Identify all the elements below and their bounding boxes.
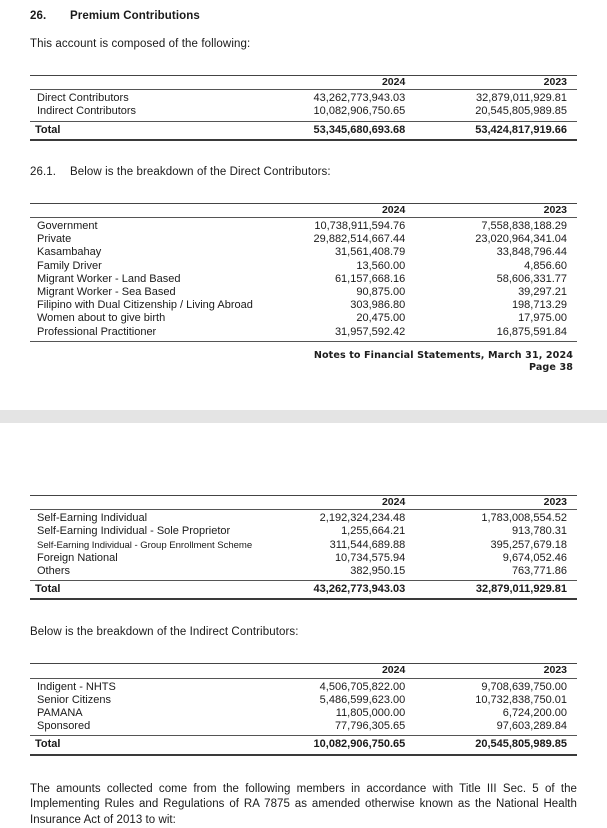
row-label: PAMANA [37, 707, 83, 720]
closing-paragraph: The amounts collected come from the following members in accordance with Title III Sec. 5 of the Implementing Rules and Regulations of RA 7875 as amended otherwise known as the National Health Insurance Act of 2013 to wit: [30, 782, 577, 826]
total-label: Total [35, 583, 61, 596]
total-value-2023: 20,545,805,989.85 [475, 738, 567, 751]
table-row [30, 510, 577, 526]
row-value-2024: 4,506,705,822.00 [319, 680, 406, 693]
table-row [30, 707, 577, 720]
row-label: Self-Earning Individual - Sole Proprietor [37, 525, 231, 538]
table-header-row [30, 76, 577, 90]
sub-heading [30, 166, 577, 178]
row-value-2023: 97,603,289.84 [496, 720, 567, 733]
total-value-2024: 43,262,773,943.03 [313, 583, 406, 596]
row-value-2024: 31,561,408.79 [334, 246, 406, 259]
row-value-2023: 9,674,052.46 [502, 551, 567, 564]
header-blank [30, 496, 282, 510]
header-2024: 2024 [381, 664, 406, 677]
page-footer [30, 350, 577, 374]
row-value-2024: 61,157,668.16 [334, 272, 406, 285]
total-label: Total [35, 738, 61, 751]
row-value-2023: 23,020,964,341.04 [475, 233, 567, 246]
row-value-2024: 11,805,000.00 [335, 707, 406, 720]
row-label: Others [37, 565, 71, 578]
footer-page-number: Page 38 [528, 361, 573, 373]
total-value-2024: 53,345,680,693.68 [313, 123, 406, 136]
row-value-2024: 303,986.80 [350, 299, 406, 312]
row-label: Filipino with Dual Citizenship / Living Abroad [37, 299, 253, 312]
header-2024: 2024 [381, 496, 406, 508]
row-label: Self-Earning Individual - Group Enrollment Scheme [37, 539, 253, 551]
table-row [30, 299, 577, 312]
table-row [30, 286, 577, 299]
table-row [30, 678, 577, 694]
row-label: Migrant Worker - Sea Based [37, 286, 176, 299]
table-total-row [30, 581, 577, 600]
row-value-2024: 10,082,906,750.65 [313, 105, 406, 118]
header-blank [30, 664, 282, 678]
row-value-2023: 10,732,838,750.01 [475, 693, 567, 706]
table-row [30, 525, 577, 538]
row-value-2024: 2,192,324,234.48 [319, 512, 406, 525]
row-value-2024: 1,255,664.21 [341, 525, 406, 538]
row-label: Direct Contributors [37, 92, 129, 105]
table-row [30, 694, 577, 707]
row-value-2023: 39,297.21 [518, 286, 567, 299]
intro-text: This account is composed of the following: [30, 38, 251, 50]
total-label: Total [35, 123, 61, 136]
row-label: Migrant Worker - Land Based [37, 272, 181, 285]
row-value-2024: 90,875.00 [356, 286, 406, 299]
row-value-2023: 17,975.00 [518, 312, 567, 325]
row-label: Family Driver [37, 259, 102, 272]
table-row [30, 218, 577, 234]
header-blank [30, 76, 282, 90]
row-value-2023: 1,783,008,554.52 [481, 512, 567, 525]
row-value-2023: 395,257,679.18 [490, 538, 567, 551]
row-label: Senior Citizens [37, 693, 111, 706]
table-row [30, 273, 577, 286]
document-page-one [0, 0, 607, 410]
header-2023: 2023 [543, 496, 567, 508]
row-label: Sponsored [37, 720, 91, 733]
row-value-2024: 31,957,592.42 [334, 325, 406, 338]
header-2024: 2024 [381, 203, 406, 216]
row-value-2023: 4,856.60 [524, 259, 567, 272]
note-title: Premium Contributions [70, 10, 200, 22]
direct-contributors-table [30, 203, 577, 342]
table-row [30, 539, 577, 552]
header-2023: 2023 [543, 664, 567, 677]
total-value-2024: 10,082,906,750.65 [313, 738, 406, 751]
row-value-2023: 198,713.29 [511, 299, 567, 312]
table-row [30, 90, 577, 106]
table-row [30, 260, 577, 273]
row-value-2024: 10,738,911,594.76 [314, 220, 406, 233]
header-2024: 2024 [381, 76, 406, 88]
page-separator [0, 410, 607, 423]
row-label: Kasambahay [37, 246, 102, 259]
row-value-2023: 32,879,011,929.81 [476, 92, 567, 105]
row-value-2023: 763,771.86 [511, 565, 567, 578]
table-row [30, 565, 577, 581]
row-value-2024: 10,734,575.94 [334, 551, 406, 564]
table-row [30, 246, 577, 259]
table-header-row [30, 664, 577, 678]
header-2023: 2023 [543, 76, 567, 88]
direct-contributors-continued-table [30, 495, 577, 600]
row-value-2024: 43,262,773,943.03 [313, 92, 406, 105]
table-row [30, 720, 577, 736]
row-value-2023: 6,724,200.00 [502, 707, 567, 720]
table-header-row [30, 203, 577, 217]
sub-number: 26.1. [30, 165, 57, 178]
row-value-2024: 77,796,305.65 [334, 720, 406, 733]
row-value-2024: 311,544,689.88 [329, 538, 406, 551]
total-value-2023: 32,879,011,929.81 [475, 583, 567, 596]
table-total-row [30, 121, 577, 140]
header-blank [30, 203, 282, 217]
row-label: Women about to give birth [37, 312, 166, 325]
row-value-2023: 20,545,805,989.85 [475, 105, 567, 118]
document-page-two [0, 423, 607, 826]
row-label: Self-Earning Individual [37, 512, 148, 525]
row-value-2023: 7,558,838,188.29 [481, 220, 567, 233]
premium-contributions-summary-table [30, 75, 577, 141]
row-value-2023: 58,606,331.77 [496, 272, 567, 285]
row-value-2023: 33,848,796.44 [496, 246, 567, 259]
row-value-2024: 382,950.15 [350, 565, 406, 578]
header-2023: 2023 [543, 203, 567, 216]
indirect-contributors-body [30, 678, 577, 755]
row-label: Foreign National [37, 551, 118, 564]
note-number: 26. [30, 10, 47, 22]
table-row [30, 326, 577, 342]
table-row [30, 233, 577, 246]
row-label: Professional Practitioner [37, 325, 157, 338]
direct-contributors-body [30, 218, 577, 342]
row-value-2024: 20,475.00 [356, 312, 406, 325]
table-total-row [30, 736, 577, 755]
note-heading [30, 10, 577, 22]
indirect-contributors-table [30, 663, 577, 755]
row-value-2023: 9,708,639,750.00 [481, 680, 567, 693]
table-row [30, 312, 577, 325]
row-value-2024: 29,882,514,667.44 [313, 233, 406, 246]
total-value-2023: 53,424,817,919.66 [475, 123, 567, 136]
row-value-2024: 5,486,599,623.00 [319, 693, 406, 706]
table-header-row [30, 496, 577, 510]
row-label: Indigent - NHTS [37, 680, 116, 693]
sub-heading-text: Below is the breakdown of the Direct Contributors: [70, 165, 331, 178]
direct-contributors-continued-body [30, 510, 577, 600]
table-row [30, 552, 577, 565]
row-value-2024: 13,560.00 [356, 259, 406, 272]
footer-line-statements: Notes to Financial Statements, March 31, 2024 [313, 349, 573, 361]
summary-table-body [30, 90, 577, 140]
row-value-2023: 16,875,591.84 [496, 325, 567, 338]
row-label: Private [37, 233, 72, 246]
row-label: Government [37, 220, 98, 233]
table-row [30, 105, 577, 121]
row-value-2023: 913,780.31 [511, 525, 567, 538]
indirect-contributors-lead: Below is the breakdown of the Indirect Contributors: [30, 626, 299, 639]
row-label: Indirect Contributors [37, 105, 137, 118]
